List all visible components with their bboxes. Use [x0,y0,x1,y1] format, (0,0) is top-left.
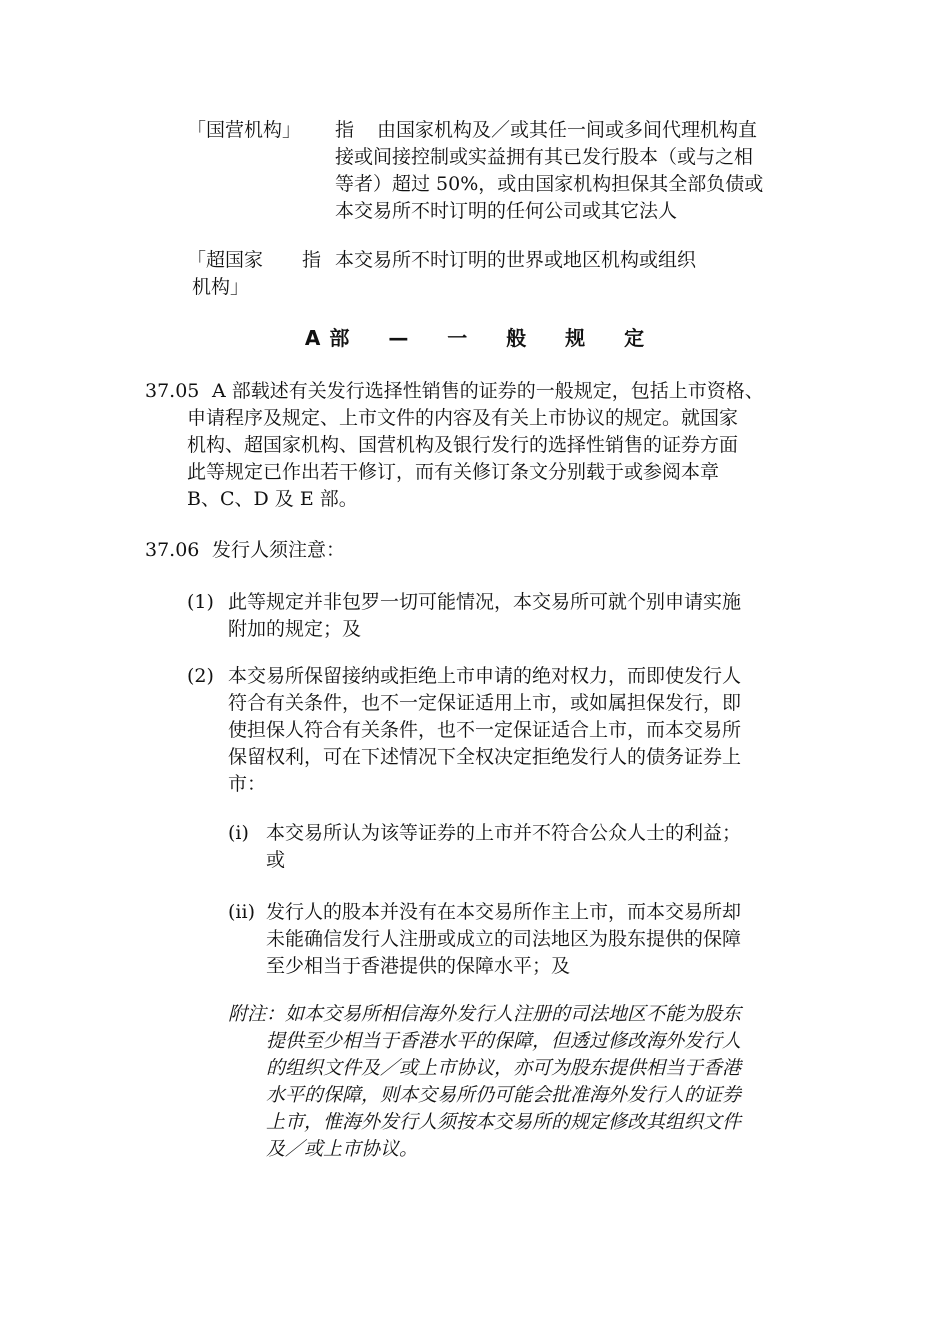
heading-char: 定 [624,326,646,350]
term-line: 机构」 [192,276,250,298]
item-line: 保留权利，可在下述情况下全权决定拒绝发行人的债务证券上 [228,746,742,768]
definition-line: 本交易所不时订明的任何公司或其它法人 [335,200,678,222]
heading-dash: — [388,326,410,350]
subitem-line: 或 [266,849,286,871]
subitem-label: (ii) [228,901,255,923]
definition-term-supranational [187,247,263,301]
rule-body-37-05 [187,378,807,513]
item-line: 符合有关条件，也不一定保证适用上市，或如属担保发行，即 [228,692,742,714]
definition-term-state-corporation: 「国营机构」 [187,119,302,141]
definition-means-word: 指 [335,119,355,141]
definition-means-word: 指 [302,249,322,271]
section-heading [0,325,950,352]
subitem-line: 未能确信发行人注册或成立的司法地区为股东提供的保障 [266,928,742,950]
definition-line: 接或间接控制或实益拥有其已发行股本（或与之相 [335,146,754,168]
note-line: 上市，惟海外发行人须按本交易所的规定修改其组织文件 [266,1111,742,1133]
subitem-body-ii [266,899,796,980]
heading-char: 规 [565,326,587,350]
rule-number: 37.05 [145,380,200,402]
subitem-line: 至少相当于香港提供的保障水平；及 [266,955,571,977]
rule-line: B、C、D 及 E 部。 [187,488,358,510]
item-line: 本交易所保留接纳或拒绝上市申请的绝对权力，而即使发行人 [228,665,742,687]
item-label: (2) [187,665,214,687]
heading-part: A 部 [304,326,351,350]
rule-line: 申请程序及规定、上市文件的内容及有关上市协议的规定。就国家 [187,407,739,429]
rule-line: 此等规定已作出若干修订，而有关修订条文分别载于或参阅本章 [187,461,720,483]
item-body-2 [228,663,796,798]
rule-line: 机构、超国家机构、国营机构及银行发行的选择性销售的证券方面 [187,434,739,456]
subitem-line: 发行人的股本并没有在本交易所作主上市，而本交易所却 [266,901,742,923]
note-line: 附注：如本交易所相信海外发行人注册的司法地区不能为股东 [228,1003,742,1025]
rule-number: 37.06 [145,539,200,561]
heading-char: 一 [447,326,469,350]
item-line: 使担保人符合有关条件，也不一定保证适合上市，而本交易所 [228,719,742,741]
item-line: 此等规定并非包罗一切可能情况，本交易所可就个别申请实施 [228,591,742,613]
definition-text-state-corporation [335,117,797,225]
rule-line: A 部载述有关发行选择性销售的证券的一般规定，包括上市资格、 [212,380,764,402]
note-line: 的组织文件及／或上市协议，亦可为股东提供相当于香港 [266,1057,742,1079]
note-block [228,1001,796,1163]
note-line: 水平的保障，则本交易所仍可能会批准海外发行人的证券 [266,1084,742,1106]
definition-line: 由国家机构及／或其任一间或多间代理机构直 [377,119,758,141]
definition-line: 等者）超过 50%，或由国家机构担保其全部负债或 [335,173,764,195]
heading-char: 般 [506,326,528,350]
term-line: 「超国家 [187,249,264,271]
item-body-1 [228,589,796,643]
note-line: 提供至少相当于香港水平的保障，但透过修改海外发行人 [266,1030,742,1052]
item-line: 附加的规定；及 [228,618,362,640]
definition-text-supranational: 本交易所不时订明的世界或地区机构或组织 [335,249,697,271]
subitem-line: 本交易所认为该等证券的上市并不符合公众人士的利益； [266,822,742,844]
note-line: 及／或上市协议。 [266,1138,419,1160]
rule-intro-text: 发行人须注意： [212,539,346,561]
subitem-label: (i) [228,822,249,844]
subitem-body-i [266,820,796,874]
item-label: (1) [187,591,214,613]
item-line: 市： [228,773,267,795]
